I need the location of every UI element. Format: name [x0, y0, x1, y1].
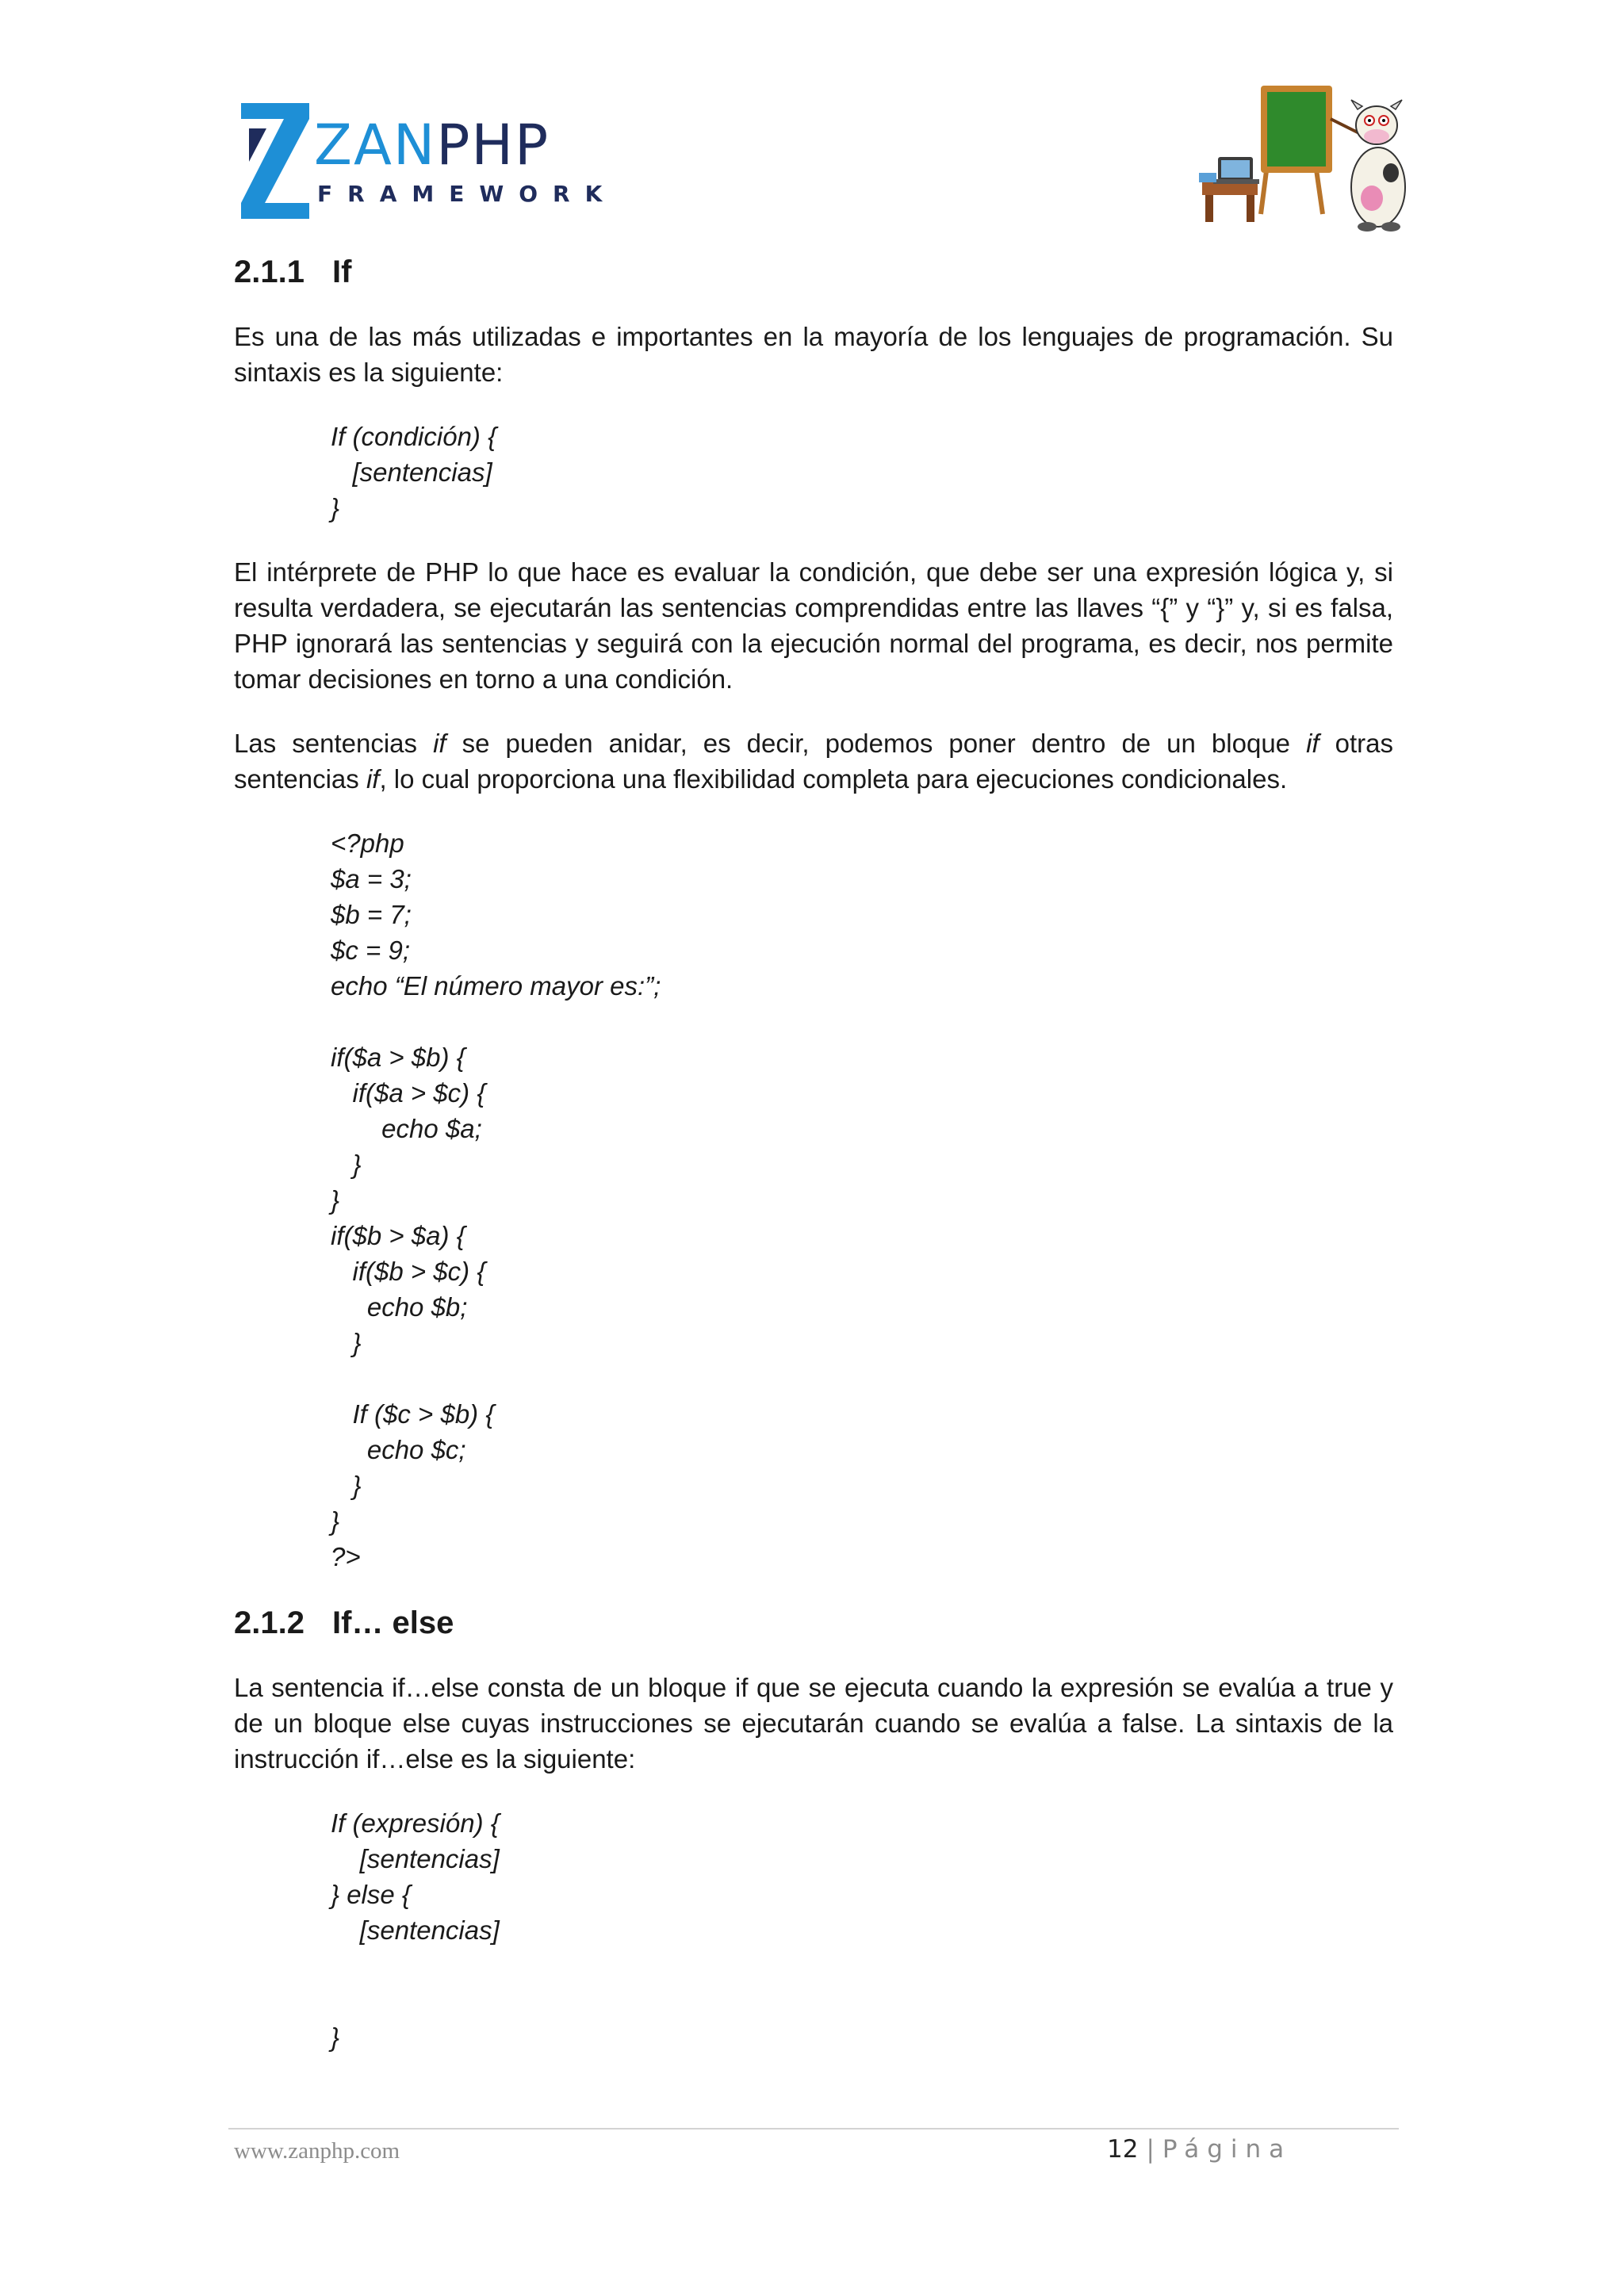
footer-page-info: [1107, 2135, 1292, 2164]
logo-wordmark: [314, 113, 550, 178]
code-line: $b = 7;: [331, 900, 412, 929]
zanphp-logo: [238, 101, 618, 220]
code-line: [331, 1360, 1393, 1396]
section-heading-2-1-1: [234, 252, 1393, 292]
document-body: [234, 252, 1393, 2084]
section-title: If: [332, 254, 352, 289]
page-label: Página: [1162, 2135, 1293, 2164]
logo-word-php: PHP: [436, 113, 550, 178]
page-number: 12: [1107, 2135, 1139, 2164]
text-run: , lo cual proporciona una flexibilidad completa para ejecuciones condicionales.: [379, 764, 1288, 794]
code-line: echo $a;: [331, 1114, 482, 1143]
code-line: $c = 9;: [331, 936, 410, 965]
footer-url: www.zanphp.com: [234, 2138, 400, 2164]
code-line: if($a > $b) {: [331, 1043, 465, 1072]
code-line: }: [331, 1328, 362, 1357]
code-block-if-else-syntax: [331, 1805, 1393, 2055]
code-line: if($b > $a) {: [331, 1221, 465, 1250]
code-line: }: [331, 1506, 340, 1536]
code-line: }: [331, 1185, 340, 1215]
code-line: [sentencias]: [331, 457, 492, 487]
code-line: }: [331, 2022, 340, 2052]
code-line: If (condición) {: [331, 422, 497, 451]
code-line: } else {: [331, 1880, 411, 1909]
code-line: }: [331, 493, 340, 522]
section-number: 2.1.1: [234, 254, 304, 289]
emphasis-if: if: [366, 764, 380, 794]
code-line: echo $b;: [331, 1292, 468, 1322]
code-line: echo “El número mayor es:”;: [331, 971, 661, 1001]
code-line: [331, 1948, 1393, 1984]
code-line: $a = 3;: [331, 864, 412, 894]
code-block-if-syntax: [331, 419, 1393, 526]
footer-separator: |: [1146, 2135, 1155, 2164]
paragraph-if-else-intro: La sentencia if…else consta de un bloque if que se ejecuta cuando la expresión se evalúa a true y de un bloque else cuyas instrucciones se ejecutarán cuando se evalúa a false. La sintaxis de la instrucción if…else es la siguiente:: [234, 1673, 1393, 1774]
code-line: if($a > $c) {: [331, 1078, 486, 1108]
emphasis-if: if: [433, 729, 446, 758]
code-block-if-example: [331, 825, 1393, 1575]
code-line: [sentencias]: [331, 1915, 500, 1945]
text-run: otras sentencias: [234, 729, 1393, 794]
emphasis-if: if: [1306, 729, 1320, 758]
code-line: if($b > $c) {: [331, 1257, 486, 1286]
paragraph-if-explanation: El intérprete de PHP lo que hace es evaluar la condición, que debe ser una expresión lógica y, si resulta verdadera, se ejecutarán las sentencias comprendidas entre las llaves “{” y “}” y, si es falsa, PHP ignorará las sentencias y seguirá con la ejecución normal del programa, es decir, nos permite tomar decisiones en torno a una condición.: [234, 557, 1393, 694]
section-title: If… else: [332, 1605, 454, 1640]
logo-word-zan: ZAN: [314, 113, 437, 178]
section-number: 2.1.2: [234, 1605, 304, 1640]
code-line: [331, 1004, 1393, 1039]
zanphp-z-icon: [238, 101, 312, 220]
text-run: se pueden anidar, es decir, podemos poner dentro de un bloque: [446, 729, 1307, 758]
section-heading-2-1-2: [234, 1603, 1393, 1643]
text-run: Las sentencias: [234, 729, 434, 758]
code-line: echo $c;: [331, 1435, 466, 1464]
footer-divider: [228, 2128, 1399, 2130]
logo-subtitle: FRAMEWORK: [317, 181, 618, 207]
code-line: [sentencias]: [331, 1844, 500, 1873]
cow-teacher-chalkboard-icon: [1188, 79, 1418, 238]
paragraph-if-nesting: [234, 725, 1393, 797]
code-line: If (expresión) {: [331, 1808, 500, 1838]
code-line: <?php: [331, 828, 404, 858]
code-line: If ($c > $b) {: [331, 1399, 495, 1429]
code-line: ?>: [331, 1542, 361, 1571]
code-line: }: [331, 1471, 362, 1500]
code-line: }: [331, 1150, 362, 1179]
paragraph-if-intro: Es una de las más utilizadas e importantes en la mayoría de los lenguajes de programación. Su sintaxis es la siguiente:: [234, 322, 1393, 387]
code-line: [331, 1984, 1393, 2019]
